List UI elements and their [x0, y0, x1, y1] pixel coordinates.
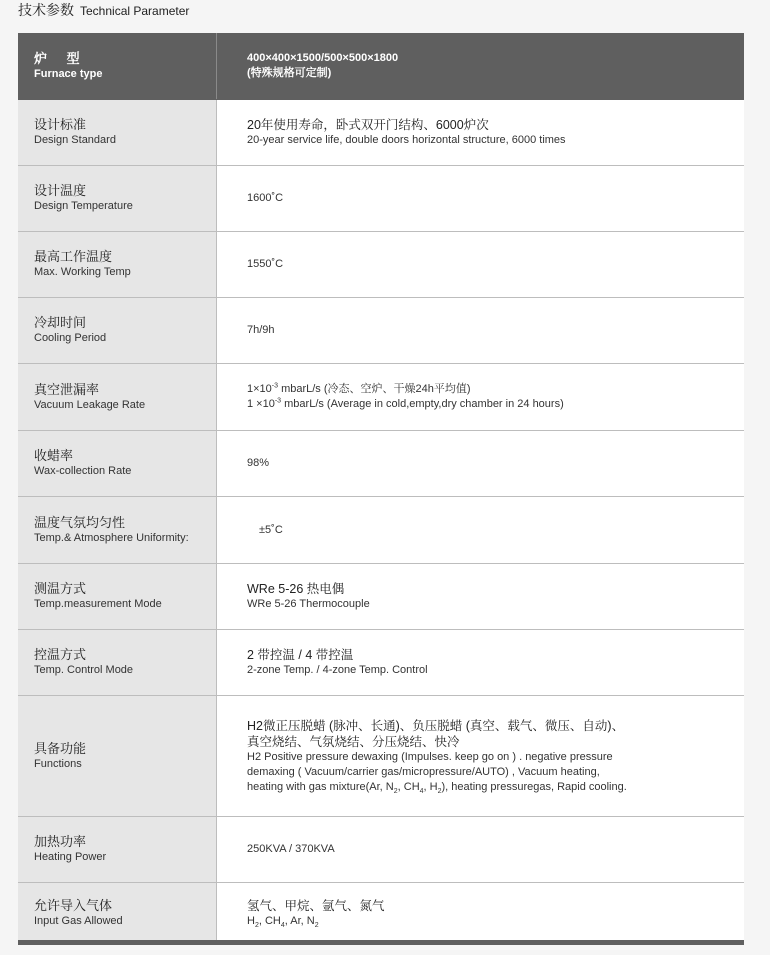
row-value-text: 98%: [247, 457, 270, 469]
heading-cn: 技术参数: [18, 2, 74, 18]
row-value: [217, 100, 744, 165]
row-label-en: Design Standard: [34, 134, 116, 146]
row-value-cn-line2: 真空烧结、气氛烧结、分压烧结、快冷: [247, 734, 460, 749]
row-label-cn: 温度气氛均匀性: [34, 514, 126, 530]
row-value-en: 2-zone Temp. / 4-zone Temp. Control: [247, 664, 428, 676]
row-label-en: Temp.measurement Mode: [34, 598, 162, 610]
row-value-cn-line1: H2微正压脱蜡 (脉冲、长通)、负压脱蜡 (真空、载气、微压、自动)、: [247, 718, 625, 733]
row-value: [217, 298, 744, 363]
table-row: [18, 564, 744, 630]
row-label-cn: 收蜡率: [34, 448, 74, 463]
row-label-en: Max. Working Temp: [34, 266, 131, 278]
row-value-en: 20-year service life, double doors horizontal structure, 6000 times: [247, 134, 566, 146]
header-label-en: Furnace type: [34, 67, 103, 80]
row-value: [217, 232, 744, 297]
row-value-en-line2: demaxing ( Vacuum/carrier gas/micropressure/AUTO) , Vacuum heating,: [247, 765, 600, 778]
table-row: [18, 630, 744, 696]
row-label: [18, 630, 217, 695]
row-label-en: Input Gas Allowed: [34, 915, 123, 927]
row-value-cn: 氢气、甲烷、氩气、氮气: [247, 899, 385, 913]
row-label-cn: 最高工作温度: [34, 249, 113, 264]
row-label: [18, 497, 217, 563]
row-value-text: 7h/9h: [247, 324, 275, 336]
row-label-cn: 加热功率: [34, 834, 87, 849]
row-value-text: 1550˚C: [247, 258, 284, 270]
row-value: [217, 630, 744, 695]
header-value-line2: (特殊规格可定制): [247, 67, 332, 79]
row-label: [18, 817, 217, 882]
row-value-text: 1600˚C: [247, 192, 284, 204]
row-label: [18, 564, 217, 629]
table-row: [18, 497, 744, 564]
table-header-row: [18, 33, 744, 100]
header-value: [217, 33, 744, 99]
table-row: [18, 364, 744, 431]
row-value: [217, 364, 744, 430]
table-row: [18, 298, 744, 364]
row-label-en: Heating Power: [34, 851, 107, 863]
row-label-en: Temp. Control Mode: [34, 664, 134, 676]
row-value-text: ±5˚C: [259, 523, 283, 536]
row-value-en-line1: H2 Positive pressure dewaxing (Impulses. keep go on ) . negative pressure: [247, 750, 613, 763]
row-label-cn: 设计标准: [34, 117, 87, 132]
row-value: [217, 564, 744, 629]
row-value: [217, 883, 744, 944]
table-row: [18, 817, 744, 883]
row-value: [217, 431, 744, 496]
row-label-cn: 测温方式: [34, 581, 87, 596]
row-value-line2: $1 \times 10^{-3}$ mbarL/s (Average in cold,empty,dry chamber in 24 hours): [247, 397, 564, 410]
header-label: [18, 33, 217, 99]
row-label-en: Functions: [34, 757, 82, 770]
row-value: [217, 696, 744, 816]
header-label-cn: 炉 型: [34, 50, 88, 66]
header-value-line1: 400×400×1500/500×500×1800: [247, 52, 399, 64]
row-label: [18, 696, 217, 816]
row-value-cn: 20年使用寿命，卧式双开门结构、6000炉次: [247, 118, 489, 132]
row-label: [18, 100, 217, 165]
row-label: [18, 298, 217, 363]
row-label-en: Temp.& Atmosphere Uniformity:: [34, 531, 189, 544]
row-value: [217, 817, 744, 882]
row-value-line1: $1\times 10^{-3}$ mbarL/s (冷态、空炉、干燥24h平均值): [247, 382, 471, 395]
row-value-cn: WRe 5-26 热电偶: [247, 582, 345, 596]
row-label-cn: 真空泄漏率: [34, 381, 100, 397]
table-row: [18, 100, 744, 166]
row-value: [217, 497, 744, 563]
row-label: [18, 364, 217, 430]
row-value-en: WRe 5-26 Thermocouple: [247, 598, 370, 610]
row-label-en: Cooling Period: [34, 332, 107, 344]
table-row: [18, 883, 744, 944]
row-label-cn: 冷却时间: [34, 315, 87, 330]
row-label-cn: 控温方式: [34, 647, 87, 662]
section-heading: [18, 0, 189, 20]
row-value-cn: 2 带控温 / 4 带控温: [247, 648, 354, 662]
row-label: [18, 431, 217, 496]
row-label-cn: 允许导入气体: [34, 898, 113, 913]
table-row: [18, 232, 744, 298]
row-label-en: Vacuum Leakage Rate: [34, 398, 146, 411]
table-row: [18, 696, 744, 817]
row-value: [217, 166, 744, 231]
row-label-en: Design Temperature: [34, 200, 133, 212]
table-row: [18, 166, 744, 232]
row-label-cn: 具备功能: [34, 740, 87, 756]
table-bottom-bar: [18, 940, 744, 945]
row-label: [18, 166, 217, 231]
parameter-table: [18, 33, 744, 944]
row-label: [18, 883, 217, 944]
row-value-en-line3: heating with gas mixture(Ar, $N_2$, $CH_4$, $H_2$), heating pressuregas, Rapid cooling.: [247, 780, 627, 795]
row-value-en: $H_2$, $CH_4$, Ar, $N_2$: [247, 915, 319, 930]
row-label: [18, 232, 217, 297]
row-value-text: 250KVA / 370KVA: [247, 843, 335, 855]
row-label-cn: 设计温度: [34, 183, 87, 198]
heading-en: Technical Parameter: [80, 4, 190, 18]
row-label-en: Wax-collection Rate: [34, 465, 132, 477]
table-row: [18, 431, 744, 497]
